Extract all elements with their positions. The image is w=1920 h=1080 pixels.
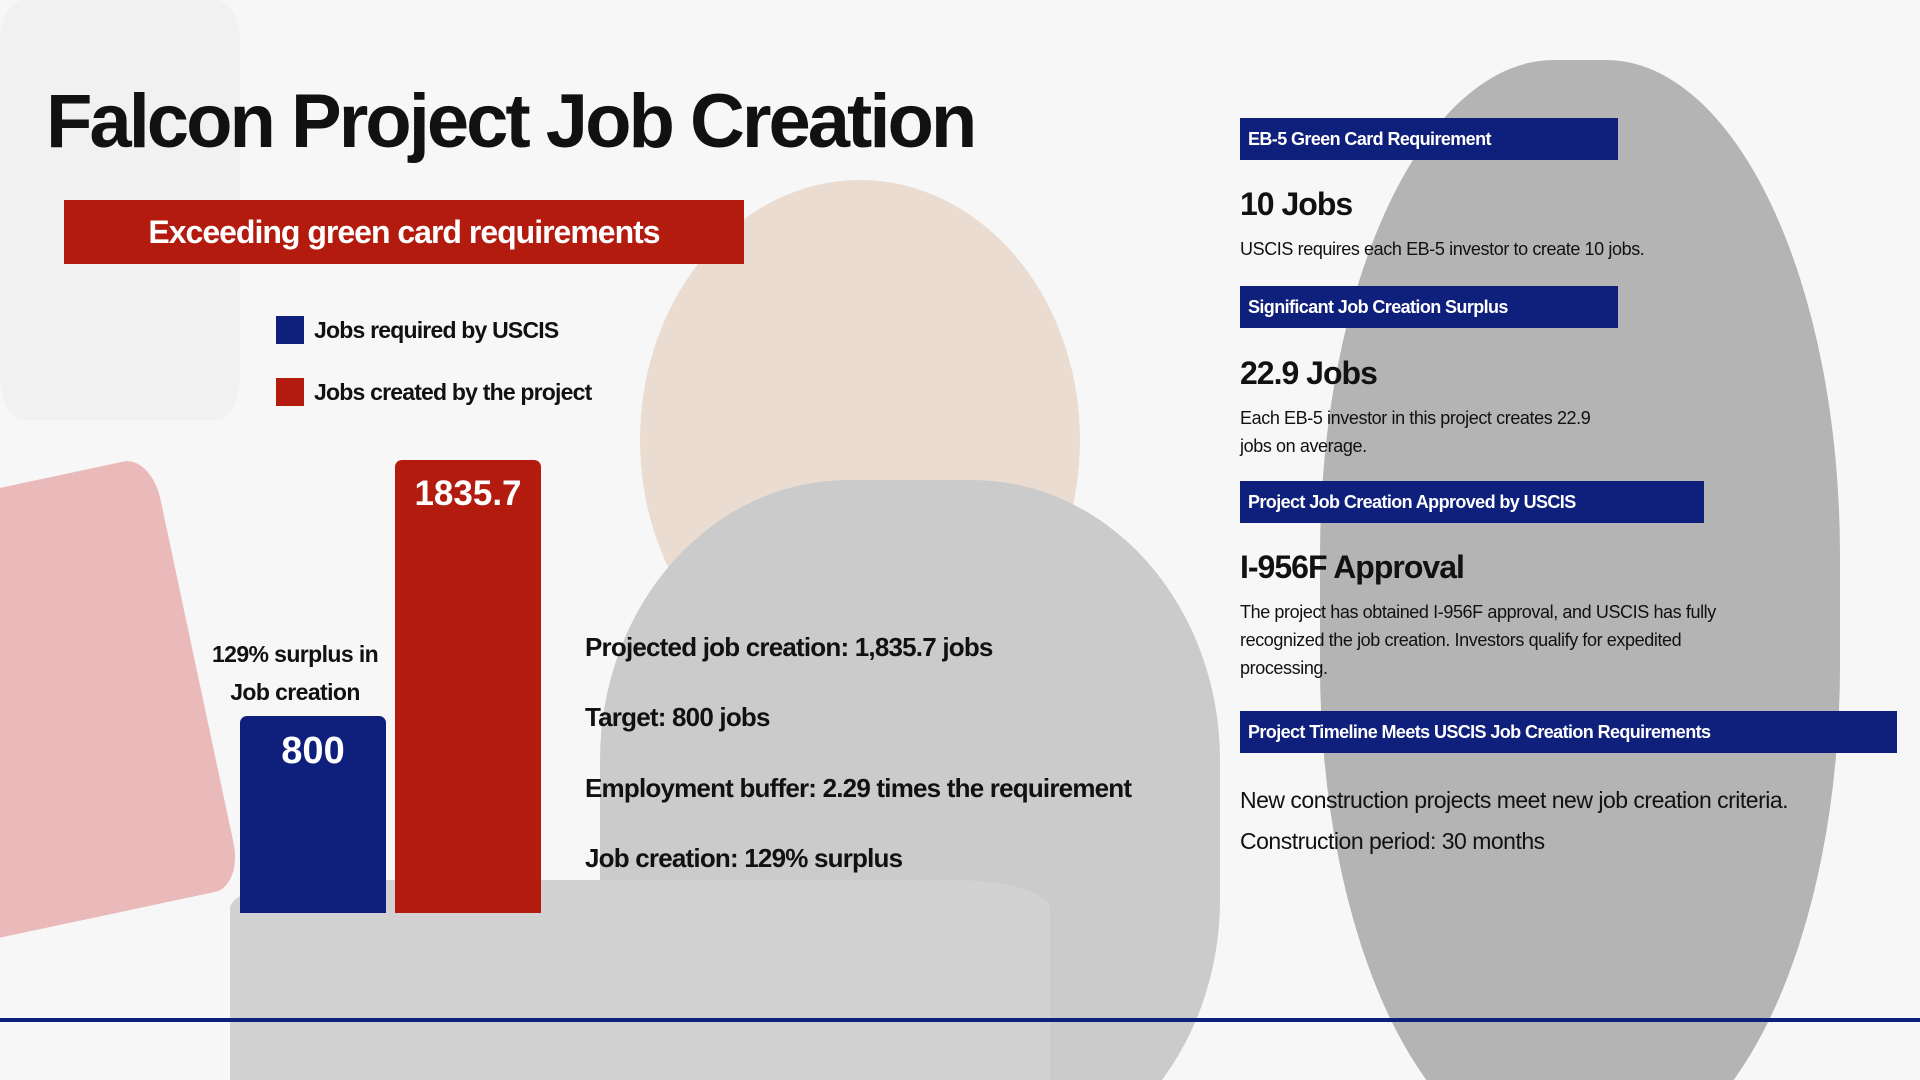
surplus-desc: Each EB-5 investor in this project creates 22.9 jobs on average. <box>1240 408 1591 456</box>
bar-created <box>395 460 541 913</box>
stat-projected: Projected job creation: 1,835.7 jobs <box>585 632 993 662</box>
section-header-requirement: EB-5 Green Card Requirement <box>1240 118 1618 160</box>
stat-target: Target: 800 jobs <box>585 702 770 732</box>
timeline-line-2: Construction period: 30 months <box>1240 828 1545 854</box>
surplus-line-1: 129% surplus in <box>211 641 379 667</box>
legend-item-created <box>276 378 592 406</box>
legend-swatch-navy <box>276 316 304 344</box>
approval-headline: I-956F Approval <box>1240 549 1464 585</box>
bar-value-label: 800 <box>281 730 345 772</box>
job-comparison-chart <box>240 460 560 913</box>
legend-swatch-red <box>276 378 304 406</box>
section-header-surplus: Significant Job Creation Surplus <box>1240 286 1618 328</box>
bar-value-label: 1835.7 <box>414 474 522 513</box>
approval-desc: The project has obtained I-956F approval, and USCIS has fully recognized the job creation. Investors qualify for expedited processing. <box>1240 602 1716 678</box>
stat-buffer: Employment buffer: 2.29 times the requirement <box>585 773 1132 803</box>
surplus-headline: 22.9 Jobs <box>1240 355 1377 391</box>
footer-divider <box>0 1018 1920 1022</box>
surplus-line-2: Job creation <box>230 679 360 705</box>
section-header-approval: Project Job Creation Approved by USCIS <box>1240 481 1704 523</box>
legend-item-required <box>276 316 558 344</box>
requirement-desc: USCIS requires each EB-5 investor to create 10 jobs. <box>1240 239 1645 259</box>
subtitle-banner: Exceeding green card requirements <box>64 200 744 264</box>
legend-label-required: Jobs required by USCIS <box>314 316 559 343</box>
legend-label-created: Jobs created by the project <box>314 378 592 405</box>
stat-surplus: Job creation: 129% surplus <box>585 843 903 873</box>
requirement-headline: 10 Jobs <box>1240 186 1353 222</box>
timeline-line-1: New construction projects meet new job creation criteria. <box>1240 787 1789 813</box>
page-title: Falcon Project Job Creation <box>46 79 975 164</box>
bar-required <box>240 716 386 913</box>
section-header-timeline: Project Timeline Meets USCIS Job Creation Requirements <box>1240 711 1897 753</box>
